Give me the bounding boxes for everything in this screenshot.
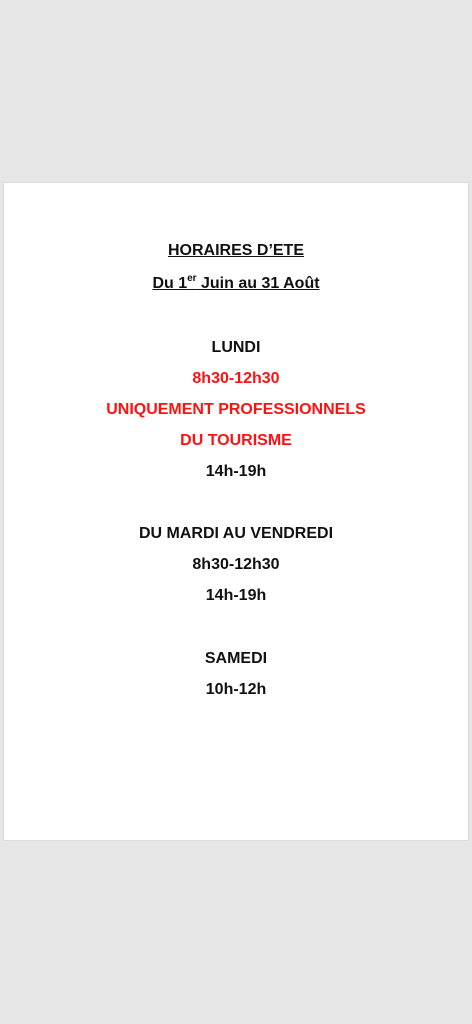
period-suffix: Juin au 31 Août [196, 275, 320, 292]
section-day-monday: LUNDI [211, 339, 261, 356]
weekday-morning-hours: 8h30-12h30 [192, 556, 280, 573]
monday-note-line1: UNIQUEMENT PROFESSIONNELS [106, 401, 366, 418]
section-day-saturday: SAMEDI [204, 650, 268, 667]
monday-morning-hours: 8h30-12h30 [192, 370, 280, 387]
monday-note-line2: DU TOURISME [180, 432, 292, 449]
saturday-hours: 10h-12h [205, 681, 267, 698]
document-page [4, 183, 468, 840]
period-line [4, 274, 468, 294]
section-day-tuesday-friday: DU MARDI AU VENDREDI [138, 525, 334, 542]
period-prefix: Du 1 [152, 275, 188, 292]
document-title: HORAIRES D’ETE [167, 242, 304, 259]
period-superscript: er [187, 272, 197, 284]
weekday-afternoon-hours: 14h-19h [205, 587, 267, 604]
monday-afternoon-hours: 14h-19h [205, 463, 267, 480]
